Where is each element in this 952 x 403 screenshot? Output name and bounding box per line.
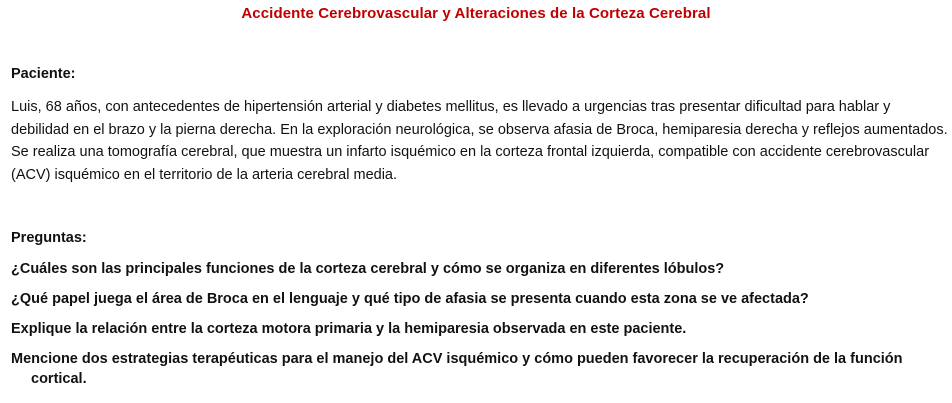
patient-heading: Paciente: [11,66,76,82]
questions-list [11,259,946,399]
case-description: Luis, 68 años, con antecedentes de hipertensión arterial y diabetes mellitus, es llevado a urgencias tras presentar dificultad para hablar y debilidad en el brazo y la pierna derecha. En la exploración neurológica, se observa afasia de Broca, hemiparesia derecha y reflejos aumentados. Se realiza una tomografía cerebral, que muestra un infarto isquémico en la corteza frontal izquierda, compatible con accidente cerebrovascular (ACV) isquémico en el territorio de la arteria cerebral media. [11,99,948,183]
question-item: Mencione dos estrategias terapéuticas para el manejo del ACV isquémico y cómo pueden favorecer la recuperación de la función cortical. [11,351,903,387]
document-title: Accidente Cerebrovascular y Alteraciones de la Corteza Cerebral [241,5,711,22]
questions-heading: Preguntas: [11,230,87,246]
question-item: ¿Cuáles son las principales funciones de la corteza cerebral y cómo se organiza en diferentes lóbulos? [11,261,725,277]
question-item: ¿Qué papel juega el área de Broca en el lenguaje y qué tipo de afasia se presenta cuando esta zona se ve afectada? [11,291,809,307]
question-item: Explique la relación entre la corteza motora primaria y la hemiparesia observada en este paciente. [11,321,687,337]
